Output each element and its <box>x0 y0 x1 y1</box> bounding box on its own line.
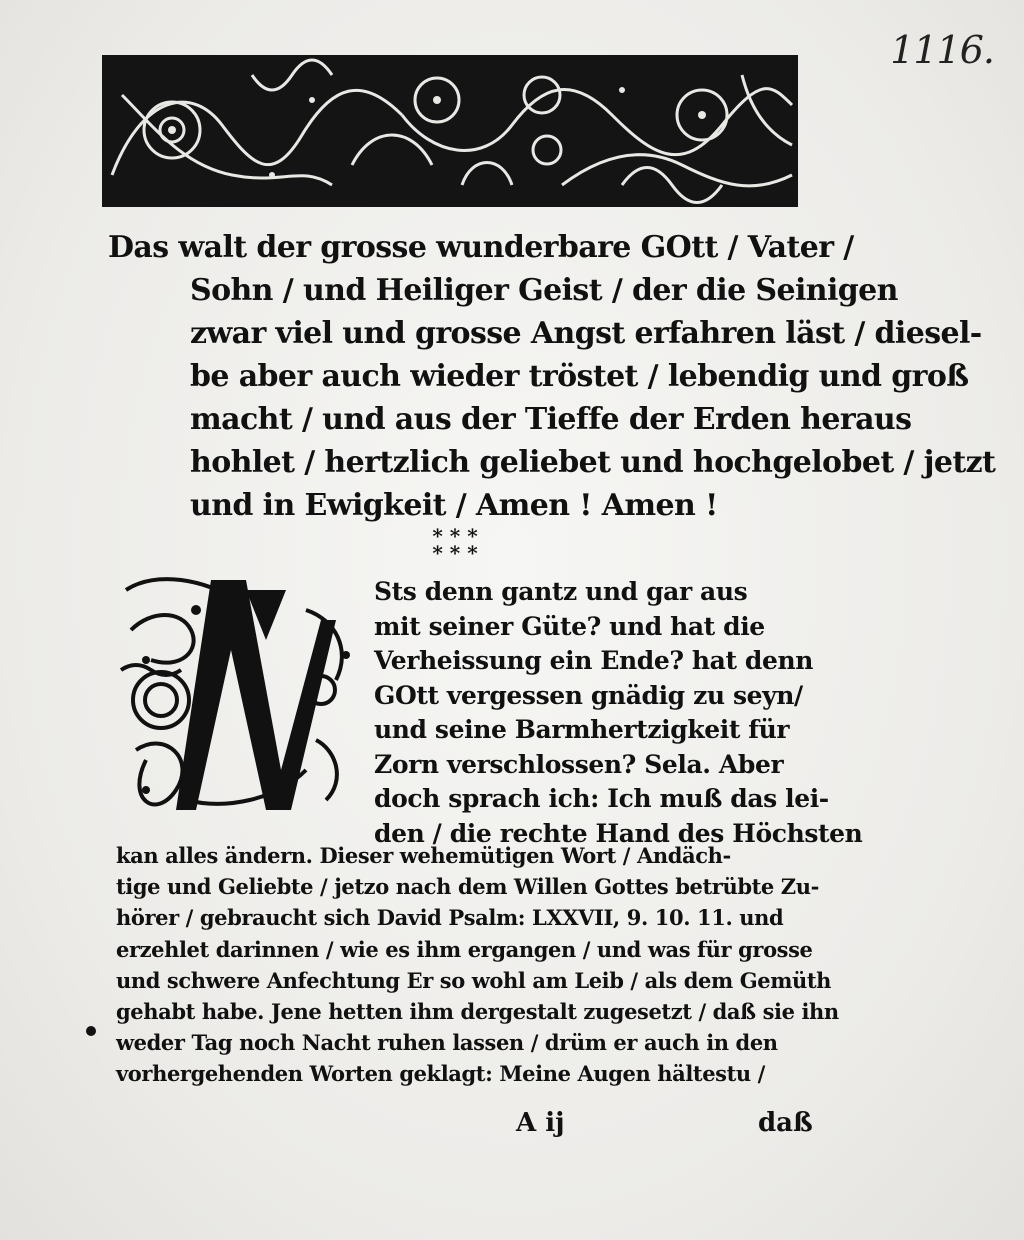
page-footer <box>0 1108 1024 1148</box>
text-line: gehabt habe. Jene hetten ihm dergestalt zugesetzt / daß sie ihn <box>116 999 839 1025</box>
woodcut-headpiece-ornament <box>102 55 798 207</box>
text-line: doch sprach ich: Ich muß das lei- <box>374 784 829 813</box>
text-line: weder Tag noch Nacht ruhen lassen / drüm er auch in den <box>116 1030 778 1056</box>
intro-line: und in Ewigkeit / Amen ! Amen ! <box>190 488 718 523</box>
opening-question-paragraph <box>374 575 863 851</box>
asterism-row: * * * <box>432 541 478 565</box>
intro-line: Das walt der grosse wunderbare GOtt / Vater / <box>108 230 854 265</box>
intro-line: be aber auch wieder tröstet / lebendig und groß <box>190 359 969 394</box>
text-line: kan alles ändern. Dieser wehemütigen Wort / Andäch- <box>116 843 731 868</box>
text-line: und seine Barmhertzigkeit für <box>374 715 790 744</box>
opening-blessing-paragraph <box>108 226 996 527</box>
decorated-initial-w-icon <box>116 570 366 830</box>
text-line: mit seiner Güte? und hat die <box>374 611 765 641</box>
asterism-ornament <box>400 524 510 565</box>
text-line: erzehlet darinnen / wie es ihm ergangen / und was für grosse <box>116 936 813 962</box>
text-line: den / die rechte Hand des Höchsten <box>374 818 863 848</box>
page-number: 1116. <box>890 28 994 72</box>
intro-line: hohlet / hertzlich geliebet und hochgelobet / jetzt <box>190 445 996 480</box>
intro-line: Sohn / und Heiliger Geist / der die Seinigen <box>190 273 898 308</box>
intro-line: zwar viel und grosse Angst erfahren läst / diesel- <box>190 316 982 351</box>
text-line: und schwere Anfechtung Er so wohl am Leib / als dem Gemüth <box>116 967 832 993</box>
text-line: Verheissung ein Ende? hat denn <box>374 646 814 675</box>
intro-line: macht / und aus der Tieffe der Erden heraus <box>190 402 912 437</box>
margin-dot-mark <box>86 1026 96 1036</box>
text-line: hörer / gebraucht sich David Psalm: LXXVII, 9. 10. 11. und <box>116 905 784 931</box>
main-body-paragraph <box>116 840 839 1090</box>
text-line: Zorn verschlossen? Sela. Aber <box>374 749 784 779</box>
text-line: tige und Geliebte / jetzo nach dem Willen Gottes betrübte Zu- <box>116 874 819 900</box>
asterism-row: * * * <box>432 524 478 548</box>
catchword: daß <box>758 1108 813 1138</box>
text-line: Sts denn gantz und gar aus <box>374 577 748 606</box>
text-line: vorhergehenden Worten geklagt: Meine Augen hältestu / <box>116 1061 765 1087</box>
text-line: GOtt vergessen gnädig zu seyn/ <box>374 680 803 710</box>
signature-mark: A ij <box>516 1108 565 1138</box>
